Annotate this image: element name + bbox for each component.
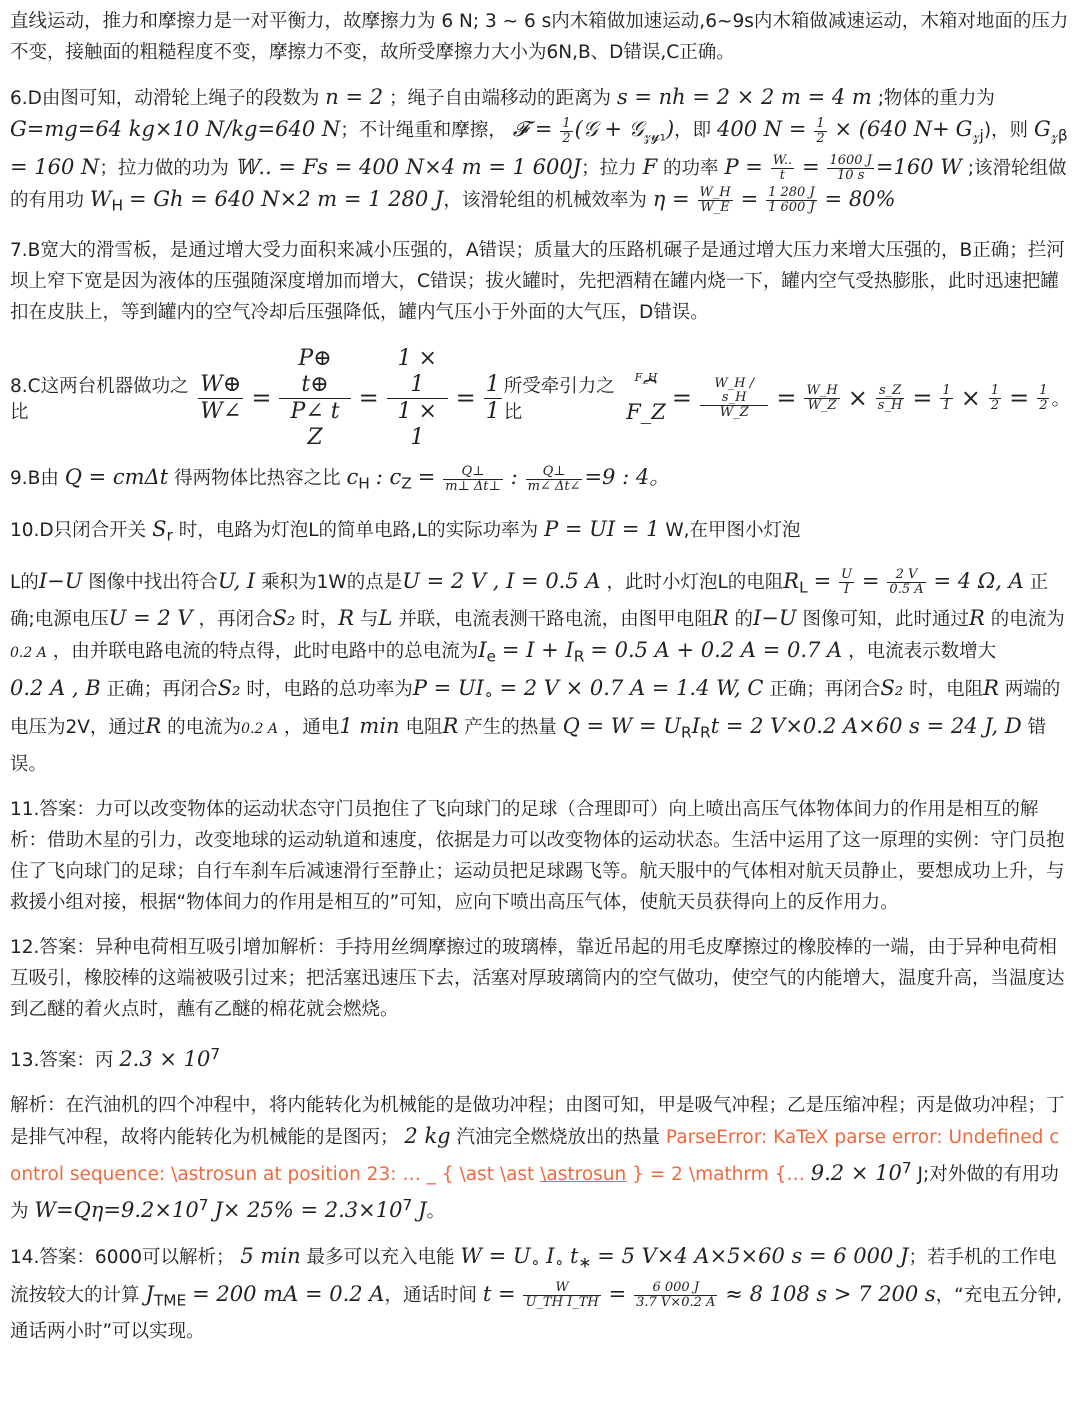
q10-text: 正确;电源电压 [10,571,1049,631]
q10-text: 时，电阻 [909,679,984,701]
q6-math: 𝓕 = [512,117,553,141]
q10-math: S₂ [880,676,904,701]
q6-math: × (640 N+ [834,117,950,141]
q10-text: 的 [734,609,754,631]
q8-brace-fraction: F_H ⏞ F_Z [626,371,666,425]
q6-subscript: 𝓏β [1050,126,1068,145]
q10-math: 0.2 A , B [10,676,101,701]
q9-math: c [346,465,359,490]
q10-math: I [478,638,487,663]
q6-text: )，则 [983,120,1029,141]
paragraph-q10-first [10,514,1070,552]
q10-math: U, I [217,568,256,593]
q10-subscript: ∘ [483,685,494,704]
q10-math: L [378,606,393,631]
q14-subscript: ∘ [530,1253,541,1272]
q6-fraction: $\frac{1600 J}{10 s}$ [829,153,872,184]
q10-fraction: $\frac{U}{I}$ [841,567,853,598]
q10-math: S₂ [272,606,296,631]
q6-math: G [955,117,973,141]
paragraph-q13-analysis [10,1090,1070,1227]
q6-math: ) [665,117,675,141]
q6-text: ，该滑轮组的机械效率为 [443,189,647,211]
q14-math: J [145,1281,154,1306]
q14-math: I [546,1243,555,1268]
q10-math: R [442,713,459,738]
q6-fraction: $\frac{1 280 J}{1 600 J}$ [768,185,815,216]
q10-text: 的电流为 [167,716,242,738]
q13-text: 13.答案：丙 [10,1049,114,1071]
q10-math: I [691,713,701,738]
q10-math: Q = W = U [562,713,682,738]
q10-math: S [152,517,167,542]
q10-math: = 2 V × 0.7 A = 1.4 W, C [499,676,764,701]
q10-math: R [338,606,355,631]
q8-fraction: $\frac{1}{1}$ [942,382,951,413]
q6-fraction: $\frac{1}{2}$ [562,115,571,146]
paragraph-q11: 11.答案：力可以改变物体的运动状态守门员抱住了飞向球门的足球（合理即可）向上喷出高压气体物体间力的作用是相互的解析：借助木星的引力，改变地球的运动轨道和速度，依据是力可以改变物体的运动状态。生活中运用了这一原理的实例：守门员抱住了飞向球门的足球；自行车刹车后减速滑行至静止；运动员把足球踢飞等。航天服中的气体相对航天员静止，要想成功上升，与救援小组对接，根据“物体间力的作用是相互的”可知，应向下喷出高压气体，使航天员获得向上的反作用力。 [10,798,1065,913]
q6-subscript: 𝓏j [972,126,984,145]
q14-subscript: ∗ [578,1253,592,1272]
q10-math: = [813,568,832,593]
paragraph-q14 [10,1241,1070,1347]
q9-fraction: $\frac{Q\perp}{m\angle \Delta t\angle}$ [527,463,581,494]
q9-subscript: Z [401,475,412,494]
q6-math: = 160 N [10,154,100,179]
q6-math: G=mg=64 kg×10 N/kg=640 N [10,117,341,141]
q10-math: 0.2 A [10,645,47,662]
q10-text: 错误。 [10,716,1047,775]
q10-text: 与 [359,609,379,631]
q14-math: t = [482,1281,516,1306]
q14-math: = [608,1281,627,1306]
q10-text: 电阻 [405,716,443,738]
q6-subscript: 𝓏𝓎₁ [643,126,666,145]
q10-math: P = UI [412,676,484,701]
q13-math: 9.2 × 10 [810,1160,902,1185]
q10-subscript: R [681,723,692,742]
q6-math: G [1033,117,1051,141]
q8-fraction: $\frac{1 \times 1}{1 \times 1}$ [387,346,448,451]
q6-text: ;物体的重力为 [877,88,995,109]
q6-math: P = [724,154,763,179]
q10-math: = 0.5 A + 0.2 A = 0.7 A [590,638,843,663]
q10-text: 时，电路为灯泡L的简单电路,L的实际功率为 [178,520,539,542]
q10-text: L的 [10,571,39,593]
q10-text: 时， [301,609,339,631]
q10-math: P = UI = 1 [544,517,660,542]
q10-text: 图像中找出符合 [88,571,218,593]
q10-text: 产生的热量 [464,716,557,738]
q6-text: ；拉力 [581,157,637,179]
q8-fraction: $\frac{1}{2}$ [1039,382,1048,413]
q6-math: W [89,186,112,211]
q10-subscript: L [799,578,808,597]
q13-math: 2.3 × 10 [119,1046,211,1071]
q9-fraction: $\frac{Q\perp}{m\perp \Delta t\perp}$ [445,463,501,494]
paragraph-q13-answer [10,1039,1070,1076]
q6-text: 的功率 [663,157,719,179]
q6-math: η = [652,186,690,211]
q13-math: J [418,1197,427,1222]
q10-subscript: r [166,526,173,545]
q8-fraction: $\frac{s\_Z}{s\_H}$ [877,382,903,413]
q8-fraction: $\frac{W\_H / s\_H}{W\_Z}$ [700,377,768,420]
q10-fraction: $\frac{2 V}{0.5 A}$ [889,567,924,598]
q13-math: J× 25% = 2.3×10 [214,1197,403,1222]
q6-math: = [801,154,820,179]
q10-text: 两端的电压为2V，通过 [10,679,1061,738]
q10-math: I−U [753,606,797,631]
q14-math: t [570,1243,579,1268]
q10-math: R [983,676,999,701]
q10-math: = [861,568,880,593]
paragraph-q5-tail: 直线运动，推力和摩擦力是一对平衡力，故摩擦力为 6 N; 3 ∼ 6 s内木箱做加速运动,6~9s内木箱做减速运动，木箱对地面的压力不变，接触面的粗糙程度不变，摩擦力不变，故所受摩擦力大小为6N,B、D错误,C正确。 [10,11,1069,63]
q9-text: 9.B由 [10,468,59,490]
q10-text: ，通电 [283,716,340,738]
q13-text: 汽油完全燃烧放出的热量 [456,1126,661,1148]
q14-subscript: ∘ [554,1253,565,1272]
q13-math: 2 kg [404,1123,451,1148]
q13-text: 解析：在汽油机的四个冲程中，将内能转化为机械能的是做功冲程；由图可知，甲是吸气冲程；乙是压缩冲程；丙是做功冲程；丁是排气冲程，故将内能转化为机械能的是图丙； [10,1094,1065,1148]
q6-text: ；绳子自由端移动的距离为 [389,88,612,109]
q10-math: = 4 Ω, A [933,568,1024,593]
q10-math: I−U [38,568,83,593]
q6-math: = Gh = 640 N×2 m = 1 280 J [128,186,444,211]
q10-text: ，再闭合 [198,609,273,631]
q6-text: ，即 [674,120,712,141]
q6-math: (𝒢 + 𝒢 [574,117,644,141]
paragraph-q8: 8.C这两台机器做功之比 $\frac{W\oplus}{W\angle}$ = $\frac{P\oplus t\oplus}{\text{P∠ t Z}}$ = $\frac{1 \times 1}{1 \times 1}$ = $\frac{1}{1}$ 所受牵引力之比 F_H ⏞ F_Z = $\frac{W\_H / s\_H}{W\_Z}$ = $\frac{W\_H}{W\_Z}$ × $\frac{s\_Z}{s\_H}$ = $\frac{1}{1}$ × $\frac{1}{2}$ = $\frac{1}{2}$ 。 [10,345,1070,450]
q10-math: R [783,568,800,593]
q14-text: ，“充电五分钟,通话两小时”可以实现。 [10,1284,1063,1343]
q6-math: 400 N = [717,117,807,141]
q9-math: =9 : 4。 [584,465,671,490]
q6-math: = [740,186,759,211]
q6-text: ;该滑轮组做的有用功 [10,157,1067,211]
q8-fraction: $\frac{W\_H}{W\_Z}$ [806,382,838,413]
q14-math: = 5 V×4 A×5×60 s = 6 000 J [597,1243,909,1268]
q10-text: 乘积为1W的点是 [261,571,403,593]
q6-math: n = 2 [325,85,384,109]
q14-subscript: TME [153,1291,187,1310]
q10-subscript: R [700,723,711,742]
paragraph-q10-body [10,566,1070,780]
q10-math: 1 min [339,713,400,738]
q9-math: Q = cmΔt [64,465,169,490]
q6-math: s = nh = 2 × 2 m = 4 m [616,85,872,109]
q10-math: R [712,606,729,631]
q10-math: R [145,713,162,738]
q10-text: 10.D只闭合开关 [10,520,147,542]
q14-text: ；若手机的工作电流按较大的计算 [10,1246,1057,1306]
q6-subscript: H [111,196,124,215]
q6-fraction: $\frac{W\_H}{W\_E}$ [699,185,731,216]
q6-text: 6.D由图可知，动滑轮上绳子的段数为 [10,88,320,109]
q10-math: = I + I [501,638,574,663]
q10-subscript: R [573,648,585,667]
q14-text: 最多可以充入电能 [306,1246,455,1268]
q13-math: W=Qη=9.2×10 [34,1197,199,1222]
paragraph-q9 [10,462,1070,500]
q13-text: J;对外做的有用功为 [10,1163,1059,1222]
q14-math: 5 min [240,1243,301,1268]
q14-text: ，通话时间 [384,1284,477,1306]
q8-text: 所受牵引力之比 [503,376,615,424]
q10-text: 并联，电流表测干路电流，由图甲电阻 [398,609,713,631]
q10-text: 的电流为 [990,609,1065,631]
q14-text: 14.答案：6000可以解析； [10,1246,235,1268]
q10-math: S₂ [217,676,241,701]
q10-math: t = 2 V×0.2 A×60 s = 24 J, D [710,713,1022,738]
q13-superscript: 7 [210,1044,221,1063]
q8-fraction: $\frac{P\oplus t\oplus}{\text{P∠ t Z}}$ [279,346,350,451]
q13-superscript: 7 [402,1195,413,1214]
q8-fraction: $\frac{W\oplus}{W\angle}$ [200,371,242,424]
q8-text: 8.C这两台机器做功之比 [10,376,189,424]
q6-math: 𝕎.. = Fs = 400 N×4 m = 1 600J [234,154,582,179]
q14-fraction: $\frac{6 000 J}{3.7 V\times 0.2 A}$ [636,1280,716,1311]
q8-fraction: $\frac{1}{2}$ [990,382,1000,413]
q10-math: U = 2 V , I = 0.5 A [402,568,601,593]
q6-text: ；拉力做的功为 [99,157,229,179]
q6-math: = 80% [824,186,896,211]
q10-math: 0.2 A [241,720,278,737]
q9-math: : [510,465,518,490]
q6-text: ；不计绳重和摩擦， [340,120,507,141]
q6-math: =160 W [875,154,962,179]
q8-fraction: $\frac{1}{1}$ [485,371,500,424]
q10-text: W,在甲图小灯泡 [665,520,801,542]
q10-text: 正确；再闭合 [106,679,218,701]
q10-subscript: e [486,648,497,667]
paragraph-q12: 12.答案：异种电荷相互吸引增加解析：手持用丝绸摩擦过的玻璃棒，靠近吊起的用毛皮摩擦过的橡胶棒的一端，由于异种电荷相互吸引，橡胶棒的这端被吸引过来；把活塞迅速压下去，活塞对厚玻璃筒内的空气做功，使空气的内能增大，温度升高，当温度达到乙醚的着火点时，蘸有乙醚的棉花就会燃烧。 [10,936,1065,1020]
q10-math: U = 2 V [108,606,193,631]
paragraph-q7: 7.B宽大的滑雪板，是通过增大受力面积来减小压强的，A错误；质量大的压路机碾子是通过增大压力来增大压强的，B正确；拦河坝上窄下宽是因为液体的压强随深度增加而增大，C错误；拔火罐时，先把酒精在罐内烧一下，罐内空气受热膨胀，此时迅速把罐扣在皮肤上，等到罐内的空气冷却后压强降低，罐内气压小于外面的大气压，D错误。 [10,240,1065,324]
q14-fraction: $\frac{W}{\text{U\_TH I\_TH}}$ [525,1280,599,1311]
q10-text: ，此时小灯泡L的电阻 [606,571,784,593]
q10-text: ，电流表示数增大 [848,641,997,663]
q13-superscript: 7 [901,1158,912,1177]
q6-math: F [642,154,658,179]
q6-fraction: $\frac{W..}{t}$ [772,153,793,184]
q10-math: R [969,606,985,631]
q14-math: W = U [460,1243,531,1268]
paragraph-q6 [10,82,1070,221]
q9-math: = [417,465,436,490]
q9-text: 得两物体比热容之比 [174,468,341,490]
q13-superscript: 7 [198,1195,209,1214]
q6-fraction: $\frac{1}{2}$ [816,115,825,146]
q13-text: 。 [426,1200,446,1222]
q8-text: 。 [1051,389,1070,411]
q14-math: = 200 mA = 0.2 A [192,1281,385,1306]
q9-subscript: H [358,475,370,494]
q10-text: 时，电路的总功率为 [246,679,413,701]
q10-text: ，由并联电路电流的特点得，此时电路中的总电流为 [52,641,479,663]
q14-math: ≈ 8 108 s > 7 200 s [725,1281,936,1306]
q9-math: : c [375,465,402,490]
katex-parse-error: ParseError: KaTeX parse error: Undefined control sequence: \astrosun at position 23: … _ { \ast \ast \astrosun } = 2 \mathrm {… [10,1126,1060,1185]
q10-text: 图像可知，此时通过 [802,609,970,631]
q10-text: 正确；再闭合 [769,679,881,701]
